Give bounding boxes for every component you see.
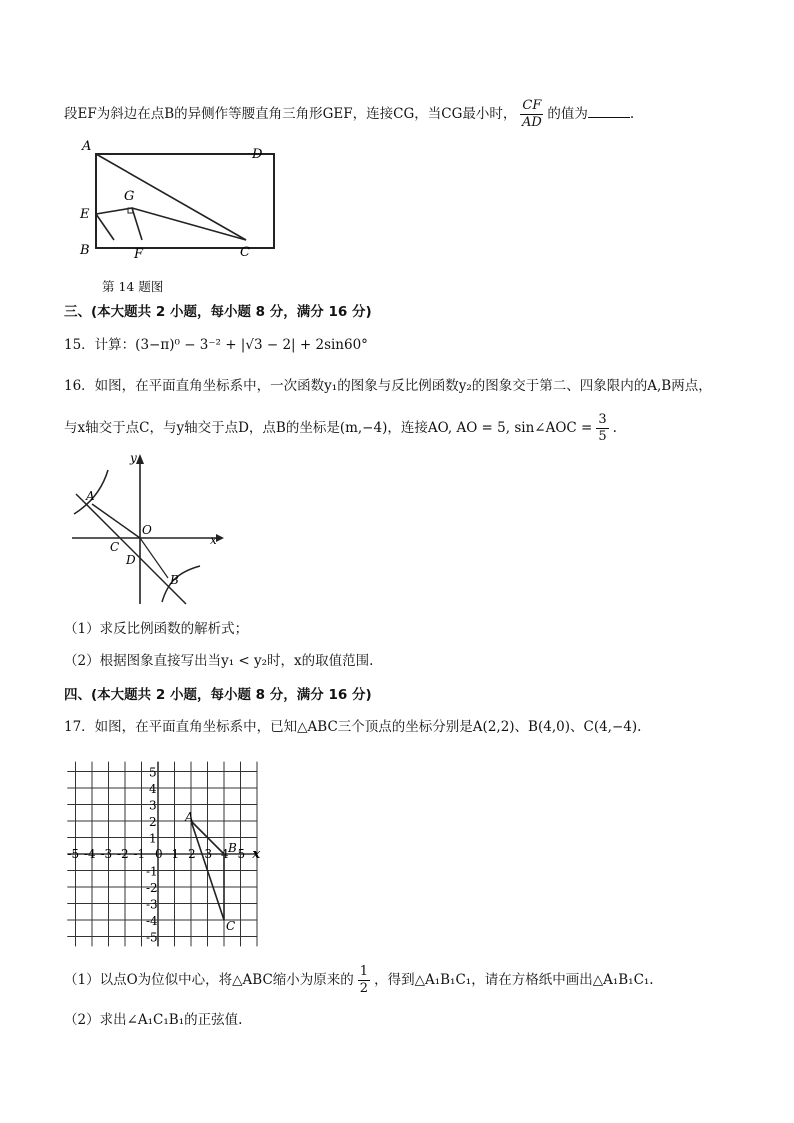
fig14-label-A: A	[82, 139, 92, 154]
fig16-label-B: B	[170, 573, 179, 587]
q16-line-2	[64, 412, 617, 445]
fig16-line-AO	[92, 504, 140, 538]
fig17-y-tick-label: 2	[149, 815, 157, 829]
fig17-y-tick-label: 1	[149, 831, 157, 846]
fig16-hyperbola-branch-4	[162, 566, 200, 602]
fig17-y-tick-label: -5	[146, 930, 158, 945]
q14-period: .	[629, 106, 635, 122]
fig17-x-tick-label: -4	[84, 847, 96, 861]
fig17-tick-labels	[68, 766, 246, 945]
q16-frac-numerator: 3	[598, 412, 607, 427]
q17-frac-numerator: 1	[359, 964, 369, 979]
fig16-label-D: D	[126, 553, 136, 567]
q17-line-1: 17．如图，在平面直角坐标系中，已知△ABC三个顶点的坐标分别是A(2,2)、B(4,0)、C(4,−4).	[64, 719, 642, 735]
fig17-y-tick-label: 3	[149, 798, 157, 813]
fig17-y-tick-label: 5	[149, 765, 157, 780]
section-4-heading: 四、(本大题共 2 小题，每小题 8 分，满分 16 分)	[64, 687, 372, 703]
fig17-label-B: B	[228, 841, 237, 855]
fig16-label-C: C	[110, 540, 120, 554]
q14-frac-numerator: CF	[522, 98, 542, 113]
fig17-x-tick-label: 0	[155, 847, 163, 861]
fig16-label-y: y	[130, 452, 137, 465]
fig17-y-tick-label: -2	[146, 881, 158, 895]
fig16-label-A: A	[86, 489, 95, 503]
fig17-y-tick-label: -3	[146, 897, 158, 912]
fig14-line-EF	[96, 214, 114, 240]
fig17-x-tick-label: -3	[100, 847, 113, 861]
q14-text: 段EF为斜边在点B的异侧作等腰直角三角形GEF，连接CG，当CG最小时，	[64, 106, 517, 122]
q16-period: .	[612, 420, 617, 436]
q14-text-end: 的值为	[547, 106, 588, 122]
fig17-x-tick-label: -2	[117, 847, 129, 861]
q16-fraction	[596, 412, 608, 445]
fig16-line-y1	[76, 494, 186, 604]
fig16-x-arrow	[216, 534, 224, 542]
fig17-x-tick-label: -1	[133, 847, 146, 861]
fig16-label-x: x	[210, 533, 217, 547]
fig14-line-GC	[132, 208, 246, 240]
q14-text-line	[64, 98, 634, 131]
fig14-label-C: C	[240, 245, 250, 260]
fig14-label-F: F	[134, 247, 144, 262]
q15-text: 15．计算：(3−π)⁰ − 3⁻² + |√3 − 2| + 2sin60°	[64, 337, 368, 353]
q14-frac-denominator: AD	[521, 115, 542, 130]
q16-frac-denominator: 5	[598, 429, 607, 444]
fig17-label-C: C	[226, 919, 236, 933]
fig17-x-tick-label: 3	[204, 847, 213, 861]
fig17-y-tick-label: -4	[146, 914, 158, 928]
fig14-caption: 第 14 题图	[102, 279, 164, 294]
figure-17-grid	[64, 758, 274, 948]
fig16-y-arrow	[136, 454, 144, 464]
q16-line-2-text: 与x轴交于点C，与y轴交于点D，点B的坐标是(m,−4)，连接AO, AO = 5, sin∠AOC =	[64, 420, 593, 436]
q14-fraction	[520, 98, 543, 131]
q17-frac-denominator: 2	[359, 981, 369, 996]
figure-16	[66, 452, 226, 612]
fig17-label-x: x	[252, 847, 261, 862]
fig14-label-G: G	[124, 189, 135, 204]
fig17-x-tick-label: 4	[221, 847, 229, 861]
fig14-label-E: E	[80, 207, 90, 222]
fig17-y-tick-label: -1	[146, 864, 158, 879]
q16-sub-2: （2）根据图象直接写出当y₁ < y₂时，x的取值范围.	[64, 653, 374, 669]
q16-line-1: 16．如图，在平面直角坐标系中，一次函数y₁的图象与反比例函数y₂的图象交于第二、四象限内的A,B两点，	[64, 378, 712, 394]
fig14-label-B: B	[80, 243, 90, 258]
figure-14	[68, 134, 283, 274]
fig14-label-D: D	[252, 147, 263, 162]
q16-sub-1: （1）求反比例函数的解析式；	[64, 621, 249, 637]
q17-sub-1	[64, 964, 654, 997]
fig14-rectangle	[96, 154, 274, 248]
fig16-label-O: O	[142, 523, 152, 537]
fig14-line-AC	[96, 154, 246, 240]
fig17-x-tick-label: 1	[171, 847, 180, 861]
section-3-heading: 三、(本大题共 2 小题，每小题 8 分，满分 16 分)	[64, 304, 372, 320]
fig17-x-tick-label: -5	[67, 847, 80, 861]
q14-answer-blank	[588, 103, 630, 118]
q17-sub-1-text-a: （1）以点O为位似中心，将△ABC缩小为原来的	[64, 972, 354, 988]
fig17-x-tick-label: 5	[237, 847, 246, 861]
q17-sub-2: （2）求出∠A₁C₁B₁的正弦值.	[64, 1012, 243, 1028]
fig17-label-A: A	[185, 810, 194, 824]
fig17-y-tick-label: 4	[149, 782, 157, 796]
q17-sub-1-text-b: ，得到△A₁B₁C₁，请在方格纸中画出△A₁B₁C₁.	[374, 972, 654, 988]
fig17-x-tick-label: 2	[188, 847, 196, 861]
q17-fraction	[358, 964, 370, 997]
